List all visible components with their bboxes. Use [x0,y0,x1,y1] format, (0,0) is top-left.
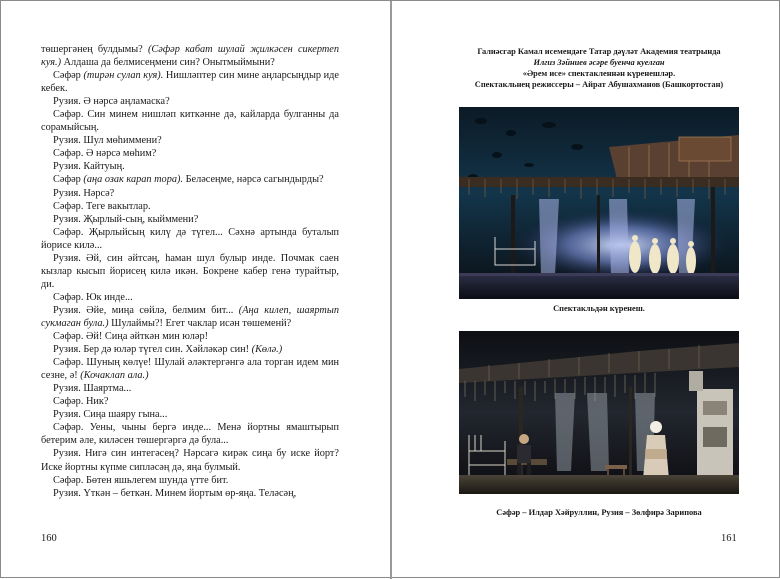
dialogue-text-main: Рузия. Нәрсә? [53,187,115,199]
header-line-2: Илгиз Зәйниев әсәре буенча куелган [533,58,665,68]
dialogue-text-main: Сәфәр. Теге вакытлар. [53,200,151,212]
photo-2-caption: Сәфәр – Илдар Хәйруллин, Рузия – Зөлфирә Зарипова [496,508,702,517]
dialogue-text-main: Сәфәр. Әй! Сиңа әйткән мин юләр! [53,331,209,343]
page-number-right: 161 [721,533,737,544]
dialogue-paragraph [41,69,339,95]
stage-photo-1 [459,107,739,299]
dialogue-text-main: Сәфәр [53,174,81,186]
dialogue-paragraph [41,304,339,330]
dialogue-text-main: Сәфәр. Ник? [53,396,109,408]
dialogue-paragraph [41,447,339,473]
dialogue-text-main: Рузия. Ә нәрсә аңламаска? [53,96,170,108]
dialogue-text-main: Сәфәр. Юк инде... [53,291,133,303]
dialogue-text-main: Рузия. Шул мөһиммени? [53,135,162,147]
dialogue-paragraph [41,487,339,500]
dialogue-text-main: Рузия. Җырлый-сың, кыйммени? [53,213,199,225]
dialogue-paragraph [41,43,339,69]
dialogue-text-main: Сәфәр [53,70,81,82]
stage-direction: (тирән сулап куя). [80,70,164,82]
dialogue-text-main: Рузия. Кайтуың. [53,161,125,173]
dialogue-paragraph [41,108,339,134]
dialogue-paragraph [41,356,339,382]
dialogue-text-main: Сәфәр. Син минем нишләп киткәнне дә, кайларда булганны да сорамыйсың. [41,109,339,134]
stage-direction: (Кочаклап ала.) [77,370,149,382]
photo-1-caption: Спектакльдән күренеш. [553,304,645,313]
right-page [392,1,780,579]
dialogue-paragraph [41,395,339,408]
dialogue-text-tail: Шулаймы?! Егет чаклар исән төшеменй? [108,317,292,329]
dialogue-text-main: Сәфәр. Ә нәрсә мөһим? [53,148,157,160]
stage-direction: (Сәфәр кабат шулай җилкәсен сикертеп куя.) [41,44,339,69]
page-number-left: 160 [41,533,57,544]
header-line-1: Галиәсгар Камал исемендәге Татар дәүләт Академия театрында [477,47,721,56]
dialogue-paragraph [41,343,339,356]
stage-direction: (Көлә.) [249,344,283,356]
stage-scene-illustration-2 [459,331,739,494]
photo-header [454,46,744,90]
dialogue-text-main: Сәфәр. Җырлыйсың килү дә түгел... Сәхнә артында буталып йорисе килә... [41,226,339,251]
dialogue-text-main: Рузия. Бер дә юләр түгел син. Хәйләкәр син! [53,344,250,356]
dialogue-text-tail: Алдаша да белмисеңмени син? Онытмыймыни? [61,57,275,69]
dialogue-paragraph [41,291,339,304]
dialogue-paragraph [41,95,339,108]
dialogue-paragraph [41,474,339,487]
dialogue-text-main: Сәфәр. Уены, чыны бергә инде... Менә йортны ямаштырып бетерим әле, киләсен төшергәргә дә була... [41,422,339,447]
dialogue-paragraph [41,330,339,343]
dialogue-text-main: Сәфәр. Бөтен яшьлегем шунда үтте бит. [53,474,229,486]
dialogue-paragraph [41,382,339,395]
stage-direction: (аңа озак карап тора). [80,174,184,186]
header-line-4: Спектакльнең режиссеры – Айрат Абушахманов (Башкортостан) [474,80,724,90]
stage-photo-2 [459,331,739,494]
dialogue-text-main: Рузия. Әйе, миңа сөйлә, белмим бит... [53,304,234,316]
dialogue-text-main: Рузия. Сиңа шаяру гына... [53,409,168,421]
dialogue-paragraph [41,252,339,291]
dialogue-text-main: Сәфәр. Шуның көлүе! Шулай әләктергәнгә ала торган идем мин сезне, ә! [41,357,339,382]
dialogue-paragraph [41,160,339,173]
dialogue-paragraph [41,213,339,226]
dialogue-paragraph [41,147,339,160]
dialogue-text-tail: Нишләптер син мине аңларсыңдыр иде кебек. [41,70,339,95]
stage-direction: (Аңа килеп, шаяртып сукмаган була.) [41,304,339,329]
left-page [1,1,390,579]
dialogue-paragraph [41,187,339,200]
dialogue-paragraph [41,134,339,147]
dialogue-text [41,43,339,500]
stage-scene-illustration-1 [459,107,739,299]
dialogue-paragraph [41,173,339,186]
dialogue-paragraph [41,226,339,252]
dialogue-paragraph [41,200,339,213]
dialogue-text-main: Рузия. Әй, син әйтсәң, һаман шул булыр инде. Почмак саен кызлар кысып йорисең килә икән. Бокрене кабер генә турайтыр, ди. [41,252,339,290]
dialogue-paragraph [41,408,339,421]
dialogue-paragraph [41,421,339,447]
dialogue-text-main: Рузия. Нигә син интегәсең? Нәрсәгә кирәк сиңа бу иске йорт? Иске йортны күпме сипләсәң дә, яңа булмый. [41,448,339,473]
dialogue-text-main: Рузия. Шаяртма... [53,383,132,395]
dialogue-text-main: Рузия. Үткән – беткән. Минем йортым өр-яңа. Теләсәң, [53,487,297,499]
dialogue-text-main: төшергәнең булдымы? [41,44,143,55]
header-line-3: «Әрем исе» спектакленнән күренешләр. [522,69,676,79]
dialogue-text-tail: Беләсеңме, нәрсә сагындырды? [183,174,324,186]
